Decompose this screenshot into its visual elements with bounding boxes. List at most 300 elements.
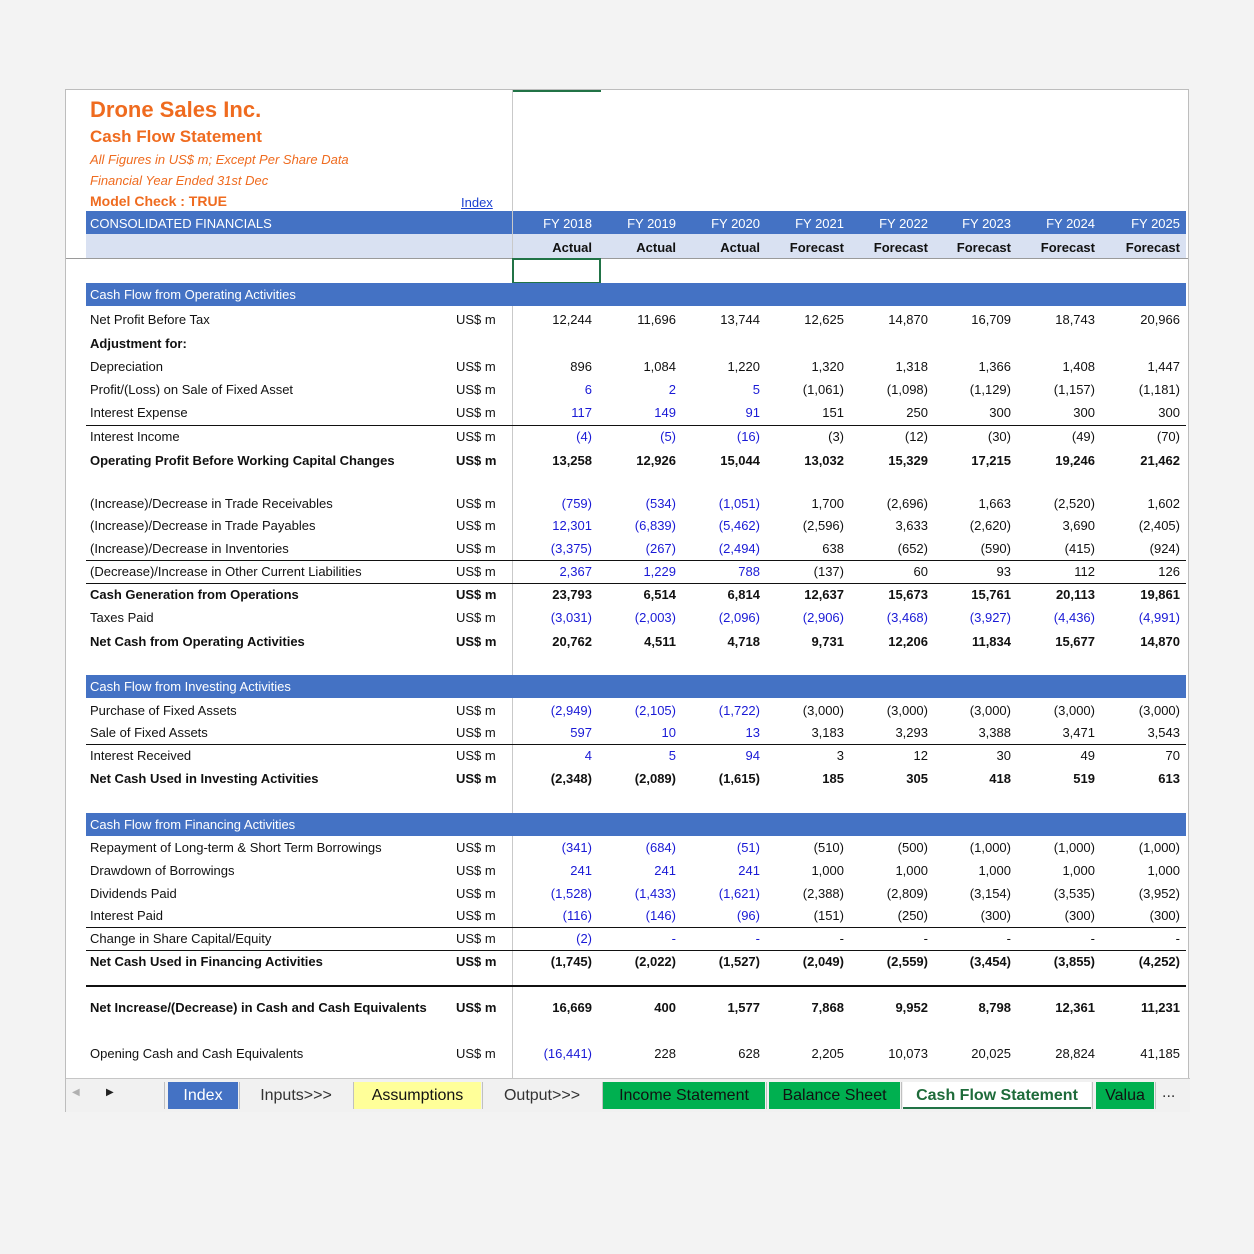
value-cell[interactable]: 19,861 — [1140, 587, 1180, 602]
value-cell[interactable]: 1,000 — [1062, 863, 1095, 878]
value-cell[interactable]: 4,718 — [727, 634, 760, 649]
row-label: Interest Paid — [90, 908, 163, 923]
column-type: Forecast — [1125, 240, 1180, 255]
row-label: Adjustment for: — [90, 336, 187, 351]
value-cell[interactable]: (16,441) — [543, 1046, 592, 1061]
tab-next-icon[interactable]: ▶ — [106, 1087, 114, 1098]
company-name: Drone Sales Inc. — [90, 97, 262, 122]
value-cell[interactable]: 11,231 — [1140, 1000, 1180, 1015]
row-unit: US$ m — [456, 541, 496, 556]
row-label: Net Profit Before Tax — [90, 312, 210, 327]
value-cell[interactable]: 91 — [745, 405, 760, 420]
value-cell[interactable]: (1,098) — [886, 382, 928, 397]
row-label: Net Cash Used in Investing Activities — [90, 771, 319, 786]
value-cell[interactable]: (2,388) — [802, 886, 844, 901]
value-cell[interactable]: 15,329 — [888, 453, 928, 468]
value-cell[interactable]: (1,722) — [718, 703, 760, 718]
row-unit: US$ m — [456, 771, 497, 786]
column-selection-marker — [512, 90, 601, 92]
row-unit: US$ m — [456, 1000, 497, 1015]
value-cell[interactable]: 613 — [1158, 771, 1180, 786]
row-label: Net Increase/(Decrease) in Cash and Cash Equivalents — [90, 1000, 427, 1015]
year-header: FY 2022 — [879, 216, 928, 231]
value-cell[interactable]: - — [839, 931, 844, 946]
value-cell[interactable]: (3,927) — [969, 610, 1011, 625]
row-label: Sale of Fixed Assets — [90, 725, 208, 740]
value-cell[interactable]: 14,870 — [1140, 634, 1180, 649]
value-cell[interactable]: 1,000 — [895, 863, 928, 878]
value-cell[interactable]: 126 — [1158, 564, 1180, 579]
value-cell[interactable]: (415) — [1064, 541, 1095, 556]
value-cell[interactable]: 12,361 — [1055, 1000, 1095, 1015]
row-label: Purchase of Fixed Assets — [90, 703, 237, 718]
value-cell[interactable]: 11,834 — [971, 634, 1011, 649]
value-cell[interactable]: - — [1006, 931, 1011, 946]
value-cell[interactable]: 2,367 — [559, 564, 592, 579]
value-cell[interactable]: (3,000) — [1053, 703, 1095, 718]
value-cell[interactable]: (2,696) — [886, 496, 928, 511]
value-cell[interactable]: (2,096) — [718, 610, 760, 625]
tab-separator — [901, 1082, 902, 1109]
row-label: (Increase)/Decrease in Inventories — [90, 541, 289, 556]
section-title: Cash Flow from Operating Activities — [90, 287, 296, 302]
value-cell[interactable]: 628 — [738, 1046, 760, 1061]
column-type: Actual — [720, 240, 760, 255]
value-cell[interactable]: (6,839) — [634, 518, 676, 533]
value-cell[interactable]: (2,003) — [634, 610, 676, 625]
tab-prev-icon[interactable]: ◀ — [72, 1087, 80, 1098]
year-header: FY 2023 — [962, 216, 1011, 231]
value-cell[interactable]: 6,814 — [727, 587, 760, 602]
value-cell[interactable]: (1,061) — [802, 382, 844, 397]
value-cell[interactable]: 250 — [906, 405, 928, 420]
value-cell[interactable]: (500) — [897, 840, 928, 855]
row-label: Operating Profit Before Working Capital Changes — [90, 453, 395, 468]
row-label: Interest Expense — [90, 405, 188, 420]
value-cell[interactable]: 3,633 — [895, 518, 928, 533]
value-cell[interactable]: 228 — [654, 1046, 676, 1061]
sheet-tab[interactable]: Assumptions — [354, 1082, 481, 1109]
column-type: Forecast — [956, 240, 1011, 255]
total-rule — [86, 744, 1186, 745]
value-cell[interactable]: 15,761 — [971, 587, 1011, 602]
header-divider — [66, 258, 1188, 259]
value-cell[interactable]: 11,696 — [637, 312, 676, 327]
value-cell[interactable]: 15,673 — [888, 587, 928, 602]
value-cell[interactable]: 7,868 — [811, 1000, 844, 1015]
value-cell[interactable]: 19,246 — [1055, 453, 1095, 468]
value-cell[interactable]: (3,154) — [969, 886, 1011, 901]
value-cell[interactable]: (759) — [561, 496, 592, 511]
row-label: Net Cash from Operating Activities — [90, 634, 305, 649]
year-header: FY 2024 — [1046, 216, 1095, 231]
year-header: FY 2025 — [1131, 216, 1180, 231]
row-unit: US$ m — [456, 587, 497, 602]
year-header: FY 2021 — [795, 216, 844, 231]
value-cell[interactable]: (16) — [736, 429, 760, 444]
index-link[interactable]: Index — [461, 195, 493, 210]
value-cell[interactable]: (1,528) — [550, 886, 592, 901]
value-cell[interactable]: 3,543 — [1147, 725, 1180, 740]
value-cell[interactable]: 1,000 — [978, 863, 1011, 878]
row-label: Drawdown of Borrowings — [90, 863, 235, 878]
value-cell[interactable]: 1,700 — [811, 496, 844, 511]
spreadsheet-window — [65, 89, 1189, 1112]
value-cell[interactable]: (2,405) — [1138, 518, 1180, 533]
sheet-tab[interactable]: Inputs>>> — [260, 1087, 332, 1104]
value-cell[interactable]: 23,793 — [552, 587, 592, 602]
value-cell[interactable]: (4) — [576, 429, 592, 444]
value-cell[interactable]: 1,229 — [643, 564, 676, 579]
statement-title: Cash Flow Statement — [90, 127, 262, 146]
row-unit: US$ m — [456, 453, 497, 468]
value-cell[interactable]: 9,731 — [811, 634, 844, 649]
value-cell[interactable]: 241 — [654, 863, 676, 878]
value-cell[interactable]: (4,991) — [1138, 610, 1180, 625]
value-cell[interactable]: 49 — [1080, 748, 1095, 763]
value-cell[interactable]: 1,577 — [727, 1000, 760, 1015]
row-unit: US$ m — [456, 518, 496, 533]
value-cell[interactable]: 6,514 — [643, 587, 676, 602]
column-type: Forecast — [1040, 240, 1095, 255]
value-cell[interactable]: 1,084 — [643, 359, 676, 374]
row-unit: US$ m — [456, 359, 496, 374]
value-cell[interactable]: - — [923, 931, 928, 946]
row-unit: US$ m — [456, 931, 496, 946]
value-cell[interactable]: 1,602 — [1147, 496, 1180, 511]
value-cell[interactable]: (341) — [561, 840, 592, 855]
value-cell[interactable]: (2,949) — [550, 703, 592, 718]
value-cell[interactable]: (267) — [645, 541, 676, 556]
value-cell[interactable]: (146) — [645, 908, 676, 923]
row-label: Interest Income — [90, 429, 180, 444]
freeze-pane-line — [512, 90, 513, 1078]
value-cell[interactable]: (137) — [813, 564, 844, 579]
sheet-tab[interactable]: Valua — [1096, 1082, 1154, 1109]
value-cell[interactable]: (1,000) — [1138, 840, 1180, 855]
value-cell[interactable]: 93 — [996, 564, 1011, 579]
model-check: Model Check : TRUE — [90, 193, 227, 209]
selected-cell[interactable] — [512, 258, 601, 284]
value-cell[interactable]: (2,348) — [550, 771, 592, 786]
value-cell[interactable]: (1,051) — [718, 496, 760, 511]
value-cell[interactable]: 21,462 — [1140, 453, 1180, 468]
sheet-tab[interactable]: Income Statement — [603, 1082, 765, 1109]
value-cell[interactable]: 305 — [906, 771, 928, 786]
value-cell[interactable]: (4,436) — [1053, 610, 1095, 625]
column-type: Forecast — [873, 240, 928, 255]
value-cell[interactable]: 3,471 — [1062, 725, 1095, 740]
value-cell[interactable]: (1,621) — [718, 886, 760, 901]
value-cell[interactable]: (2,596) — [802, 518, 844, 533]
row-unit: US$ m — [456, 703, 496, 718]
value-cell[interactable]: 3,388 — [978, 725, 1011, 740]
value-cell[interactable]: (590) — [980, 541, 1011, 556]
value-cell[interactable]: (2,520) — [1053, 496, 1095, 511]
value-cell[interactable]: (300) — [980, 908, 1011, 923]
row-unit: US$ m — [456, 1046, 496, 1061]
value-cell[interactable]: 70 — [1165, 748, 1180, 763]
value-cell[interactable]: (1,000) — [969, 840, 1011, 855]
value-cell[interactable]: (12) — [904, 429, 928, 444]
row-unit: US$ m — [456, 908, 496, 923]
value-cell[interactable]: 788 — [738, 564, 760, 579]
row-label: (Increase)/Decrease in Trade Receivables — [90, 496, 333, 511]
sheet-tab[interactable]: Balance Sheet — [769, 1082, 900, 1109]
row-unit: US$ m — [456, 564, 496, 579]
value-cell[interactable]: 10 — [661, 725, 676, 740]
value-cell[interactable]: 241 — [570, 863, 592, 878]
value-cell[interactable]: (534) — [645, 496, 676, 511]
value-cell[interactable]: (5) — [660, 429, 676, 444]
row-unit: US$ m — [456, 840, 496, 855]
value-cell[interactable]: 300 — [1073, 405, 1095, 420]
value-cell[interactable]: 300 — [989, 405, 1011, 420]
row-unit: US$ m — [456, 634, 497, 649]
value-cell[interactable]: 94 — [745, 748, 760, 763]
value-cell[interactable]: 400 — [654, 1000, 676, 1015]
column-type: Forecast — [789, 240, 844, 255]
value-cell[interactable]: (51) — [736, 840, 760, 855]
value-cell[interactable]: 20,113 — [1055, 587, 1095, 602]
value-cell[interactable]: 149 — [654, 405, 676, 420]
value-cell[interactable]: (684) — [645, 840, 676, 855]
row-unit: US$ m — [456, 748, 496, 763]
value-cell[interactable]: 4 — [584, 748, 592, 763]
sheet-tab[interactable]: Output>>> — [503, 1087, 581, 1104]
value-cell[interactable]: (652) — [897, 541, 928, 556]
value-cell[interactable]: (3,535) — [1053, 886, 1095, 901]
row-unit: US$ m — [456, 429, 496, 444]
value-cell[interactable]: - — [1175, 931, 1180, 946]
value-cell[interactable]: (96) — [736, 908, 760, 923]
value-cell[interactable]: 12,625 — [804, 312, 844, 327]
value-cell[interactable]: 241 — [738, 863, 760, 878]
value-cell[interactable]: 1,408 — [1062, 359, 1095, 374]
year-header: FY 2019 — [627, 216, 676, 231]
value-cell[interactable]: 1,447 — [1147, 359, 1180, 374]
value-cell[interactable]: 418 — [989, 771, 1011, 786]
value-cell[interactable]: 185 — [822, 771, 844, 786]
value-cell[interactable]: 13 — [745, 725, 760, 740]
tab-separator — [766, 1082, 767, 1109]
value-cell[interactable]: 1,320 — [811, 359, 844, 374]
value-cell[interactable]: (2,022) — [634, 954, 676, 969]
value-cell[interactable]: 1,366 — [978, 359, 1011, 374]
row-label: Dividends Paid — [90, 886, 177, 901]
value-cell[interactable]: 3,183 — [811, 725, 844, 740]
value-cell[interactable]: (2,089) — [634, 771, 676, 786]
value-cell[interactable]: 20,762 — [552, 634, 592, 649]
value-cell[interactable]: 13,258 — [552, 453, 592, 468]
row-label: Opening Cash and Cash Equivalents — [90, 1046, 304, 1061]
row-unit: US$ m — [456, 382, 496, 397]
total-rule — [86, 583, 1186, 584]
value-cell[interactable]: - — [671, 931, 676, 946]
value-cell[interactable]: (3,031) — [550, 610, 592, 625]
row-unit: US$ m — [456, 954, 497, 969]
row-unit: US$ m — [456, 405, 496, 420]
value-cell[interactable]: 2 — [668, 382, 676, 397]
row-label: Taxes Paid — [90, 610, 154, 625]
value-cell[interactable]: (49) — [1071, 429, 1095, 444]
value-cell[interactable]: 1,663 — [978, 496, 1011, 511]
value-cell[interactable]: (1,157) — [1053, 382, 1095, 397]
value-cell[interactable]: 14,870 — [888, 312, 928, 327]
value-cell[interactable]: 3,690 — [1062, 518, 1095, 533]
value-cell[interactable]: (70) — [1156, 429, 1180, 444]
consolidated-label: CONSOLIDATED FINANCIALS — [90, 216, 272, 231]
more-tabs-button[interactable]: ... — [1162, 1084, 1176, 1101]
value-cell[interactable]: 638 — [822, 541, 844, 556]
value-cell[interactable]: 597 — [570, 725, 592, 740]
value-cell[interactable]: 60 — [913, 564, 928, 579]
value-cell[interactable]: 12,206 — [888, 634, 928, 649]
value-cell[interactable]: 16,669 — [552, 1000, 592, 1015]
value-cell[interactable]: (2) — [576, 931, 592, 946]
value-cell[interactable]: 10,073 — [888, 1046, 928, 1061]
value-cell[interactable]: (30) — [987, 429, 1011, 444]
row-unit: US$ m — [456, 725, 496, 740]
value-cell[interactable]: 300 — [1158, 405, 1180, 420]
value-cell[interactable]: 1,000 — [811, 863, 844, 878]
row-unit: US$ m — [456, 496, 496, 511]
value-cell[interactable]: 30 — [996, 748, 1011, 763]
value-cell[interactable]: 4,511 — [644, 634, 676, 649]
value-cell[interactable]: 12,926 — [636, 453, 676, 468]
value-cell[interactable]: (2,620) — [969, 518, 1011, 533]
value-cell[interactable]: (3,000) — [802, 703, 844, 718]
value-cell[interactable]: 17,215 — [971, 453, 1011, 468]
year-header: FY 2018 — [543, 216, 592, 231]
value-cell[interactable]: 9,952 — [895, 1000, 928, 1015]
units-note: All Figures in US$ m; Except Per Share Data — [90, 152, 349, 167]
section-title: Cash Flow from Financing Activities — [90, 817, 296, 832]
value-cell[interactable]: (924) — [1149, 541, 1180, 556]
section-title: Cash Flow from Investing Activities — [90, 679, 291, 694]
value-cell[interactable]: (2,906) — [802, 610, 844, 625]
value-cell[interactable]: (2,049) — [802, 954, 844, 969]
value-cell[interactable]: (1,181) — [1138, 382, 1180, 397]
value-cell[interactable]: 28,824 — [1055, 1046, 1095, 1061]
value-cell[interactable]: 13,032 — [804, 453, 844, 468]
value-cell[interactable]: (3,000) — [969, 703, 1011, 718]
total-rule — [86, 560, 1186, 561]
value-cell[interactable]: 1,318 — [895, 359, 928, 374]
value-cell[interactable]: (151) — [813, 908, 844, 923]
sheet-tab-bar — [66, 1078, 1190, 1112]
value-cell[interactable]: 41,185 — [1140, 1046, 1180, 1061]
value-cell[interactable]: (1,000) — [1053, 840, 1095, 855]
value-cell[interactable]: (4,252) — [1138, 954, 1180, 969]
row-label: (Decrease)/Increase in Other Current Liabilities — [90, 564, 362, 579]
value-cell[interactable]: (3) — [828, 429, 844, 444]
total-rule — [86, 425, 1186, 426]
worksheet-grid — [66, 90, 1190, 1078]
value-cell[interactable]: (300) — [1149, 908, 1180, 923]
value-cell[interactable]: (3,855) — [1053, 954, 1095, 969]
value-cell[interactable]: 12,301 — [552, 518, 592, 533]
value-cell[interactable]: (3,468) — [886, 610, 928, 625]
value-cell[interactable]: 519 — [1073, 771, 1095, 786]
value-cell[interactable]: (2,494) — [718, 541, 760, 556]
value-cell[interactable]: (116) — [562, 908, 592, 923]
value-cell[interactable]: 3,293 — [895, 725, 928, 740]
value-cell[interactable]: 15,677 — [1055, 634, 1095, 649]
value-cell[interactable]: 112 — [1074, 564, 1095, 579]
value-cell[interactable]: - — [1090, 931, 1095, 946]
tab-separator — [164, 1082, 165, 1109]
value-cell[interactable]: 13,744 — [720, 312, 760, 327]
row-label: Cash Generation from Operations — [90, 587, 299, 602]
value-cell[interactable]: (3,000) — [886, 703, 928, 718]
value-cell[interactable]: (1,745) — [550, 954, 592, 969]
value-cell[interactable]: 151 — [822, 405, 844, 420]
row-label: (Increase)/Decrease in Trade Payables — [90, 518, 316, 533]
total-rule — [86, 985, 1186, 987]
value-cell[interactable]: 12,637 — [804, 587, 844, 602]
value-cell[interactable]: (300) — [1064, 908, 1095, 923]
value-cell[interactable]: 3 — [836, 748, 844, 763]
row-label: Interest Received — [90, 748, 192, 763]
row-label: Net Cash Used in Financing Activities — [90, 954, 323, 969]
value-cell[interactable]: (250) — [897, 908, 928, 923]
value-cell[interactable]: 20,966 — [1140, 312, 1180, 327]
sheet-tab[interactable]: Cash Flow Statement — [903, 1082, 1091, 1109]
value-cell[interactable]: 1,000 — [1147, 863, 1180, 878]
value-cell[interactable]: (5,462) — [718, 518, 760, 533]
value-cell[interactable]: 12,244 — [552, 312, 592, 327]
value-cell[interactable]: 6 — [584, 382, 592, 397]
value-cell[interactable]: 20,025 — [971, 1046, 1011, 1061]
value-cell[interactable]: (1,527) — [718, 954, 760, 969]
value-cell[interactable]: 117 — [571, 405, 592, 420]
tab-separator — [1092, 1082, 1093, 1109]
value-cell[interactable]: (3,000) — [1138, 703, 1180, 718]
year-header: FY 2020 — [711, 216, 760, 231]
value-cell[interactable]: 896 — [570, 359, 592, 374]
column-type: Actual — [552, 240, 592, 255]
value-cell[interactable]: (1,615) — [718, 771, 760, 786]
value-cell[interactable]: 8,798 — [978, 1000, 1011, 1015]
value-cell[interactable]: 12 — [913, 748, 928, 763]
sheet-tab[interactable]: Index — [168, 1082, 238, 1109]
row-unit: US$ m — [456, 312, 496, 327]
row-label: Change in Share Capital/Equity — [90, 931, 272, 946]
row-label: Profit/(Loss) on Sale of Fixed Asset — [90, 382, 294, 397]
value-cell[interactable]: (2,809) — [886, 886, 928, 901]
total-rule — [86, 950, 1186, 951]
value-cell[interactable]: (3,454) — [969, 954, 1011, 969]
value-cell[interactable]: - — [755, 931, 760, 946]
value-cell[interactable]: 15,044 — [720, 453, 760, 468]
value-cell[interactable]: (1,129) — [969, 382, 1011, 397]
value-cell[interactable]: 5 — [668, 748, 676, 763]
value-cell[interactable]: (1,433) — [634, 886, 676, 901]
row-unit: US$ m — [456, 610, 496, 625]
value-cell[interactable]: (510) — [813, 840, 844, 855]
value-cell[interactable]: 5 — [752, 382, 760, 397]
value-cell[interactable]: (2,105) — [634, 703, 676, 718]
value-cell[interactable]: (3,952) — [1138, 886, 1180, 901]
value-cell[interactable]: 18,743 — [1055, 312, 1095, 327]
value-cell[interactable]: 16,709 — [971, 312, 1011, 327]
value-cell[interactable]: (3,375) — [550, 541, 592, 556]
value-cell[interactable]: 2,205 — [811, 1046, 844, 1061]
value-cell[interactable]: 1,220 — [727, 359, 760, 374]
row-label: Repayment of Long-term & Short Term Borrowings — [90, 840, 382, 855]
value-cell[interactable]: (2,559) — [886, 954, 928, 969]
